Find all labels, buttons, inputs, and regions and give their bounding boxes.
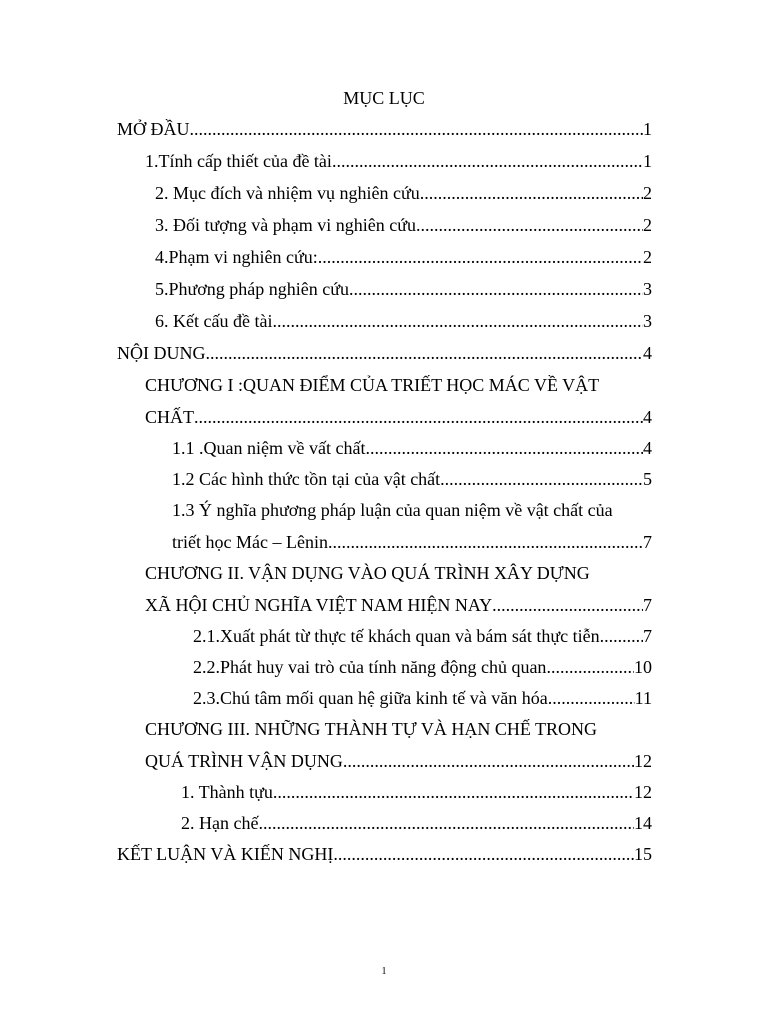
toc-page-number: 3 [643,311,652,331]
toc-leader-dots [546,655,634,679]
toc-leader-dots [416,213,643,237]
toc-entry-muc-dich [155,181,652,205]
toc-entry-noi-dung [117,341,652,365]
toc-entry-1-1 [172,436,652,460]
toc-entry-1-3-line1: 1.3 Ý nghĩa phương pháp luận của quan niệm về vật chất của [172,500,613,520]
toc-page-number: 12 [634,782,652,802]
toc-leader-dots [272,309,643,333]
toc-entry-1-2 [172,467,652,491]
toc-leader-dots [349,277,643,301]
toc-entry-chuong-3 [145,749,652,773]
toc-leader-dots [194,405,643,429]
toc-page-number: 2 [643,215,652,235]
toc-entry-han-che [181,811,652,835]
toc-entry-thanh-tuu [181,780,652,804]
toc-page-number: 4 [643,438,652,458]
toc-entry-text: 1.2 Các hình thức tồn tại của vật chất [172,469,441,489]
toc-entry-doi-tuong [155,213,652,237]
toc-leader-dots [273,780,634,804]
toc-entry-tinh-cap-thiet [145,149,652,173]
toc-leader-dots [420,181,643,205]
toc-leader-dots [258,811,634,835]
toc-leader-dots [440,467,643,491]
toc-leader-dots [328,530,643,554]
toc-leader-dots [190,117,643,141]
toc-leader-dots [343,749,634,773]
toc-entry-text: CHẤT [145,407,194,427]
toc-entry-text: 2.3.Chú tâm mối quan hệ giữa kinh tế và văn hóa [193,688,548,708]
toc-title: MỤC LỤC [343,88,425,108]
toc-entry-phuong-phap [155,277,652,301]
toc-entry-text: MỞ ĐẦU [117,119,190,139]
toc-page-number: 7 [643,532,652,552]
toc-page-number: 12 [634,751,652,771]
toc-entry-2-1 [193,624,652,648]
toc-entry-text: KẾT LUẬN VÀ KIẾN NGHỊ [117,844,334,864]
toc-entry-text: 2.1.Xuất phát từ thực tế khách quan và bám sát thực tiễn. [193,626,605,646]
toc-leader-dots [548,686,635,710]
toc-entry-ket-cau [155,309,652,333]
toc-entry-text: XÃ HỘI CHỦ NGHĨA VIỆT NAM HIỆN NAY [145,595,493,615]
toc-page-number: 1 [643,151,652,171]
toc-entry-text: 2. Mục đích và nhiệm vụ nghiên cứu [155,183,420,203]
toc-page-number: 7 [643,626,652,646]
toc-page-number: 2 [643,183,652,203]
toc-page-number: 4 [643,343,652,363]
toc-leader-dots [318,245,643,269]
toc-entry-text: QUÁ TRÌNH VẬN DỤNG [145,751,343,771]
toc-page-number: 4 [643,407,652,427]
toc-entry-text: 1. Thành tựu [181,782,273,802]
toc-entry-chuong-1 [145,405,652,429]
toc-leader-dots [206,341,644,365]
toc-leader-dots [365,436,643,460]
toc-entry-1-3 [172,530,652,554]
toc-entry-2-3 [193,686,652,710]
toc-entry-chuong-2 [145,593,652,617]
toc-entry-chuong-3-line1: CHƯƠNG III. NHỮNG THÀNH TỰ VÀ HẠN CHẾ TRONG [145,719,598,739]
toc-entry-2-2 [193,655,652,679]
toc-page-number: 15 [634,844,652,864]
toc-leader-dots [492,593,643,617]
toc-page-number: 2 [643,247,652,267]
toc-entry-chuong-1-line1: CHƯƠNG I :QUAN ĐIỂM CỦA TRIẾT HỌC MÁC VỀ VẬT [145,375,600,395]
toc-page-number: 10 [634,657,652,677]
toc-page-number: 3 [643,279,652,299]
footer-page-number: 1 [381,966,387,977]
toc-page-number: 7 [643,595,652,615]
toc-page-number: 11 [634,688,652,708]
toc-leader-dots [333,842,634,866]
toc-entry-text: 3. Đối tượng và phạm vi nghiên cứu [155,215,416,235]
toc-leader-dots [332,149,643,173]
toc-page-number: 5 [643,469,652,489]
toc-entry-ket-luan [117,842,652,866]
toc-entry-text: 6. Kết cấu đề tài [155,311,273,331]
toc-leader-dots [604,624,643,648]
toc-entry-text: 2. Hạn chế [181,813,259,833]
toc-entry-mo-dau [117,117,652,141]
toc-entry-text: 2.2.Phát huy vai trò của tính năng động chủ quan [193,657,547,677]
toc-entry-text: 1.1 .Quan niệm về vất chất [172,438,366,458]
toc-entry-text: 1.Tính cấp thiết của đề tài [145,151,332,171]
toc-entry-chuong-2-line1: CHƯƠNG II. VẬN DỤNG VÀO QUÁ TRÌNH XÂY DỰNG [145,563,590,583]
toc-entry-text: triết học Mác – Lênin [172,532,328,552]
toc-entry-text: NỘI DUNG [117,343,206,363]
toc-entry-pham-vi [155,245,652,269]
toc-page-number: 14 [634,813,652,833]
toc-entry-text: 4.Phạm vi nghiên cứu: [155,247,318,267]
toc-page-number: 1 [643,119,652,139]
toc-entry-text: 5.Phương pháp nghiên cứu [155,279,350,299]
